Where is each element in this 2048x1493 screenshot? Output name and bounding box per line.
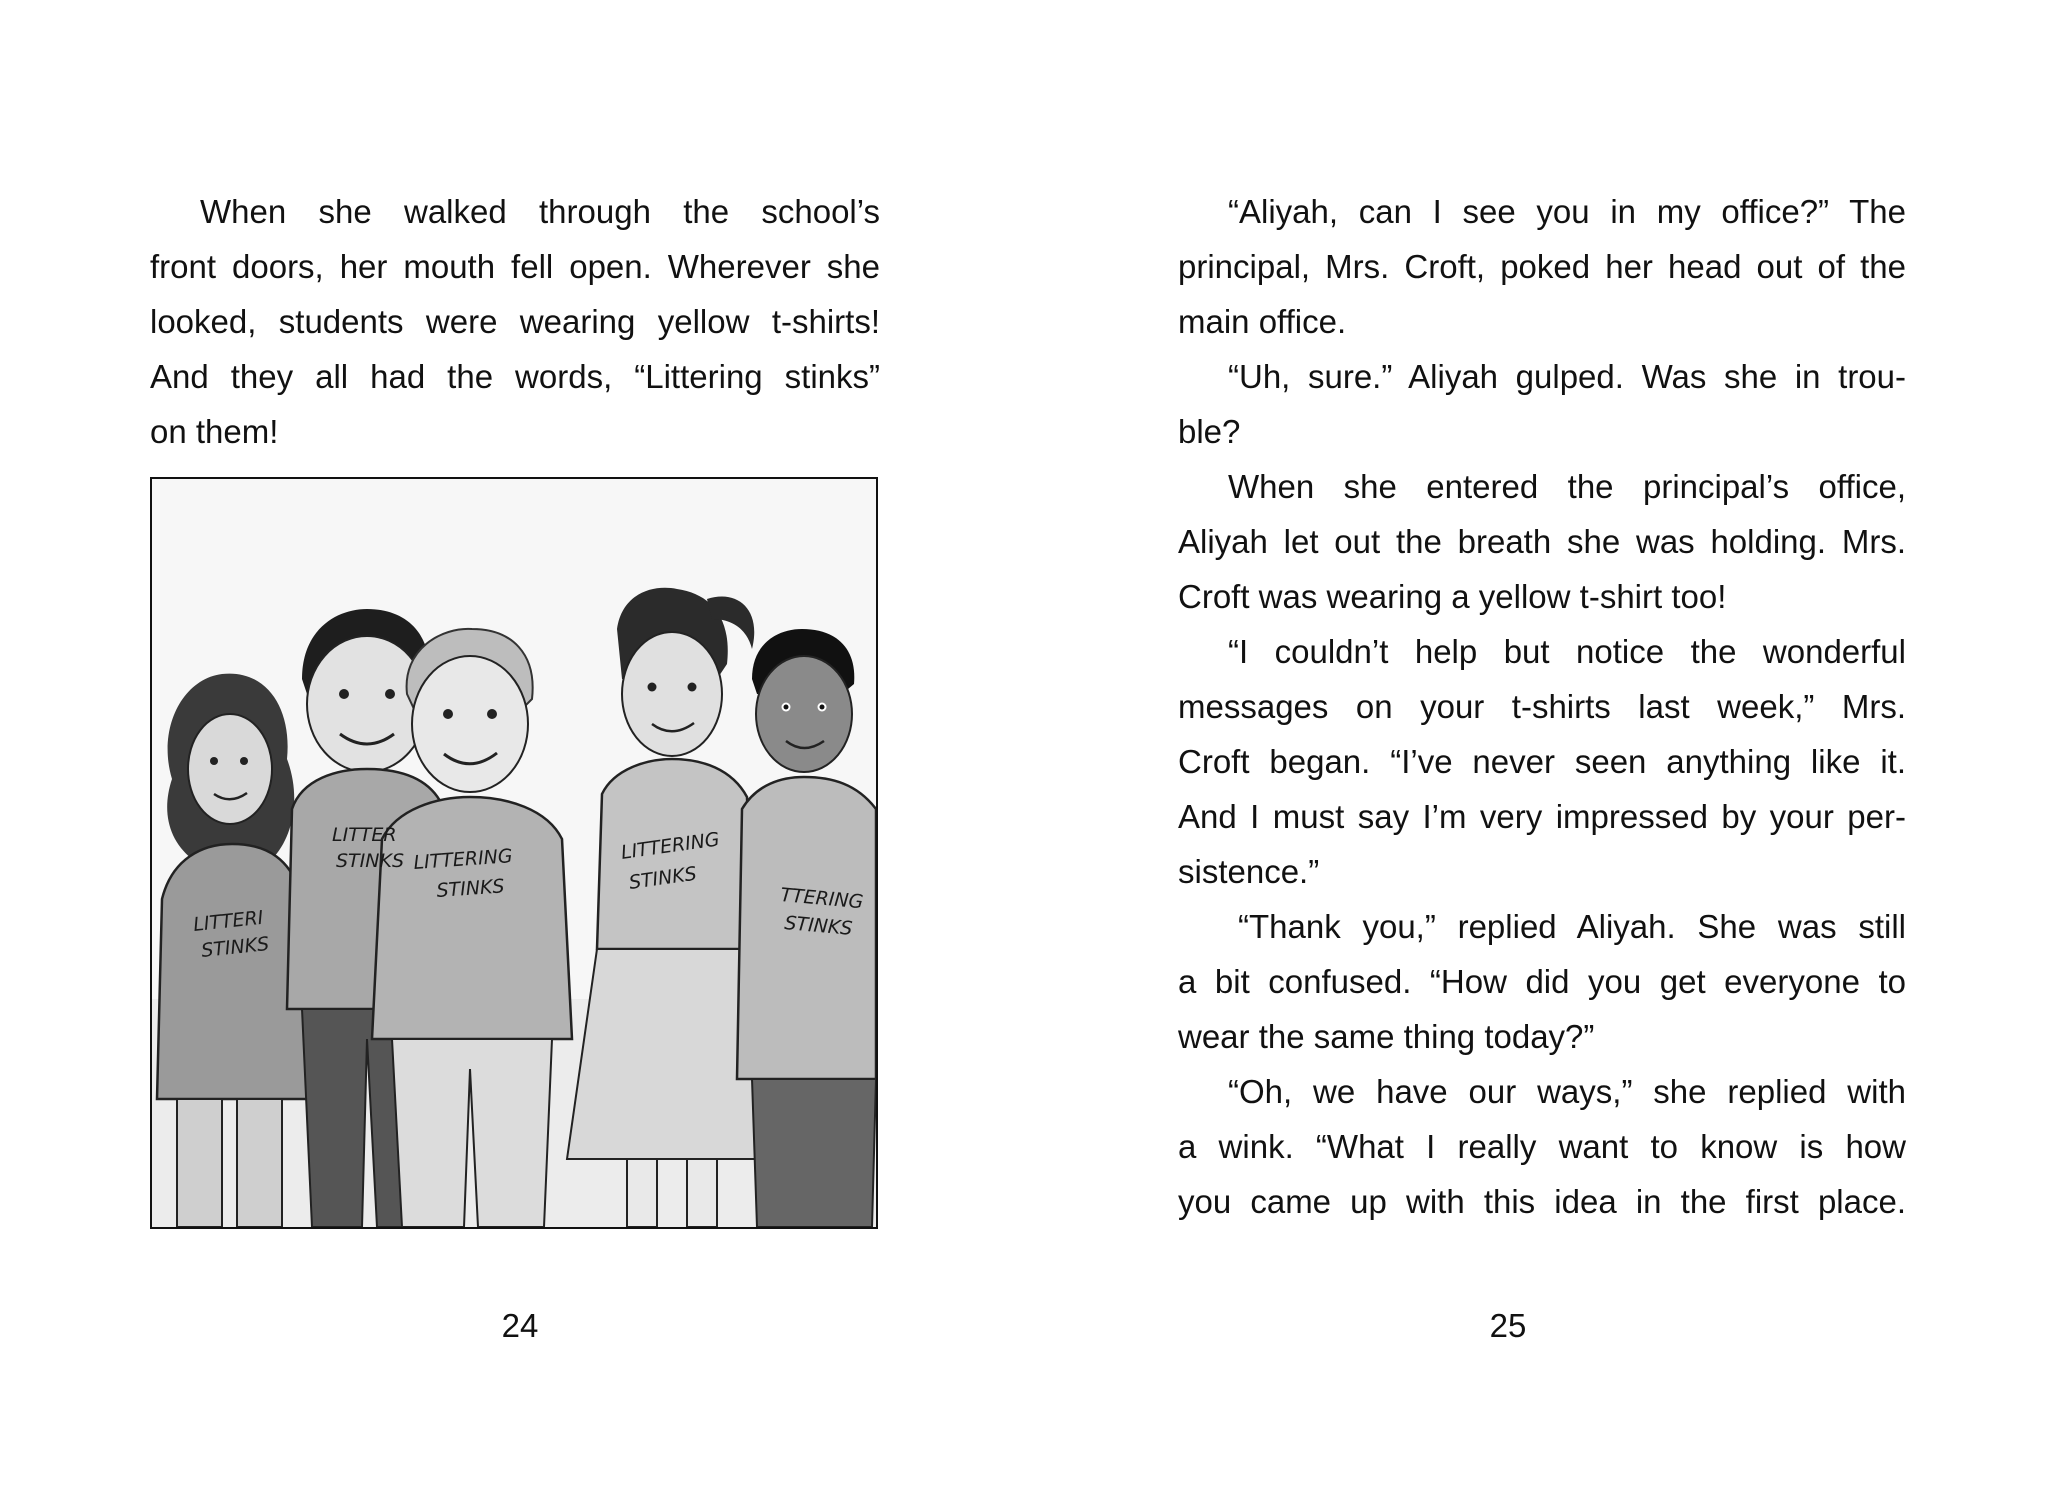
shirt-text-1-line-2: STINKS: [200, 932, 271, 962]
right-line-3: main office.: [1178, 303, 1347, 340]
left-line-1: When she walked through the school’s: [200, 193, 880, 230]
page-number-right: 25: [1489, 1307, 1527, 1344]
left-line-4: And they all had the words, “Littering stinks”: [150, 358, 880, 395]
right-line-12: And I must say I’m very impressed by your per-: [1178, 798, 1906, 835]
page-number-left: 24: [501, 1307, 539, 1344]
right-line-7: Aliyah let out the breath she was holding. Mrs.: [1178, 523, 1906, 560]
shirt-text-3-line-2: STINKS: [435, 875, 506, 902]
shirt-text-1-line-1: LITTERI: [192, 906, 265, 936]
left-line-3: looked, students were wearing yellow t-shirts!: [150, 303, 880, 340]
right-line-8: Croft was wearing a yellow t-shirt too!: [1178, 578, 1727, 615]
right-line-2: principal, Mrs. Croft, poked her head out of the: [1178, 248, 1906, 285]
children-illustration: [150, 477, 878, 1229]
shirt-text-2-line-2: STINKS: [336, 850, 405, 872]
left-page-text: [150, 184, 880, 459]
right-line-18: a wink. “What I really want to know is how: [1178, 1128, 1906, 1165]
shirt-text-4-line-2: STINKS: [627, 862, 699, 894]
right-line-5: ble?: [1178, 413, 1241, 450]
shirt-text-3-line-1: LITTERING: [412, 845, 514, 874]
right-line-6: When she entered the principal’s office,: [1228, 468, 1906, 505]
right-page: [1024, 0, 2048, 1493]
illustration-svg: [152, 479, 876, 1227]
right-line-19: you came up with this idea in the first place.: [1178, 1183, 1906, 1220]
left-line-2: front doors, her mouth fell open. Wherever she: [150, 248, 880, 285]
right-line-14: “Thank you,” replied Aliyah. She was still: [1238, 908, 1906, 945]
right-line-11: Croft began. “I’ve never seen anything like it.: [1178, 743, 1906, 780]
left-line-5: on them!: [150, 413, 279, 450]
right-line-4: “Uh, sure.” Aliyah gulped. Was she in trou-: [1228, 358, 1906, 395]
shirt-text-2-line-1: LITTER: [332, 824, 397, 846]
shirt-text-5-line-2: STINKS: [783, 912, 854, 940]
right-line-9: “I couldn’t help but notice the wonderful: [1228, 633, 1906, 670]
shirt-text-5-line-1: TTERING: [779, 884, 865, 914]
right-line-16: wear the same thing today?”: [1178, 1018, 1595, 1055]
right-line-17: “Oh, we have our ways,” she replied with: [1228, 1073, 1906, 1110]
right-line-10: messages on your t-shirts last week,” Mrs.: [1178, 688, 1906, 725]
right-line-15: a bit confused. “How did you get everyone to: [1178, 963, 1906, 1000]
right-line-1: “Aliyah, can I see you in my office?” The: [1228, 193, 1906, 230]
shirt-text-4-line-1: LITTERING: [619, 828, 721, 864]
right-line-13: sistence.”: [1178, 853, 1320, 890]
right-page-text: [1178, 184, 1906, 1229]
